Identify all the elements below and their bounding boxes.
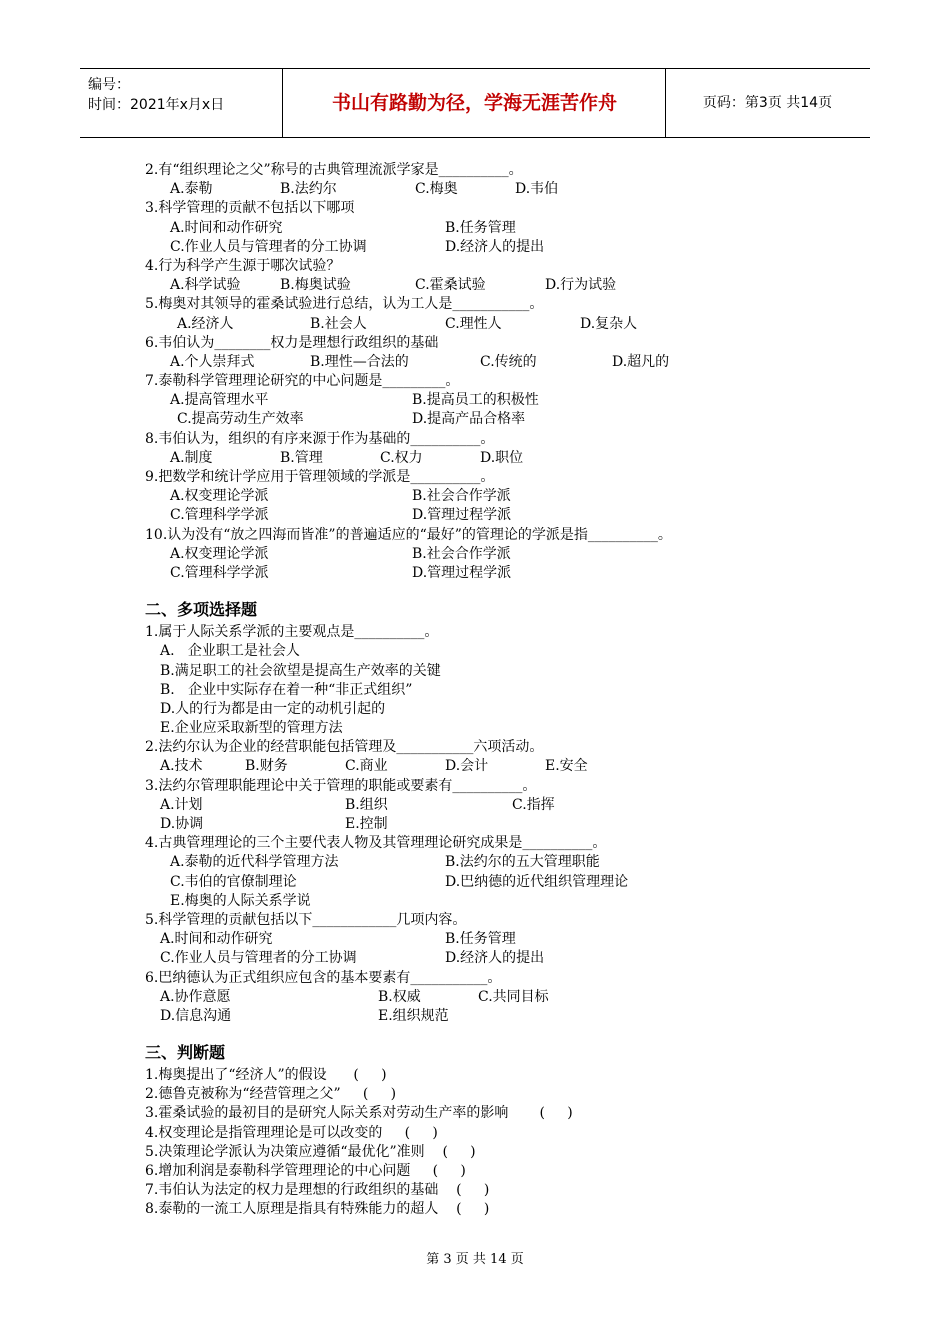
question-text: 2.有“组织理论之父”称号的古典管理流派学家是__________。 — [145, 162, 523, 178]
option-text: A.经济人 — [177, 315, 234, 332]
option-row — [145, 353, 845, 372]
option-text: E.安全 — [545, 758, 588, 775]
option-text: B.理性—合法的 — [310, 353, 409, 370]
question-text: 2.法约尔认为企业的经营职能包括管理及___________六项活动。 — [145, 739, 544, 756]
option-text: D.协调 — [160, 816, 204, 832]
judge-item: 2.德鲁克被称为“经营管理之父” ( ) — [145, 1086, 397, 1103]
option-text: D.经济人的提出 — [445, 238, 545, 255]
option-text: B.管理 — [280, 449, 323, 466]
option-text: B.任务管理 — [445, 931, 516, 948]
option-text: B.提高员工的积极性 — [412, 392, 539, 409]
option-text: E.组织规范 — [378, 1007, 449, 1024]
option-text: E.梅奥的人际关系学说 — [170, 892, 311, 909]
option-row — [145, 892, 845, 911]
option-text: A.制度 — [170, 449, 213, 466]
option-row — [145, 487, 845, 506]
option-text: A.权变理论学派 — [170, 545, 269, 562]
option-text: A.技术 — [160, 758, 203, 775]
option-text: B.任务管理 — [445, 219, 516, 236]
option-text: C.霍桑试验 — [415, 277, 486, 294]
option-text: B.社会合作学派 — [412, 545, 511, 562]
option-text: A.科学试验 — [170, 277, 241, 294]
option-text: D.管理过程学派 — [412, 564, 512, 581]
option-row — [145, 815, 845, 834]
option-text: D.复杂人 — [580, 315, 638, 332]
option-text: B.社会人 — [310, 315, 367, 332]
option-text: D.信息沟通 — [160, 1007, 232, 1024]
option-text: D.经济人的提出 — [445, 950, 545, 967]
option-row — [145, 545, 845, 564]
option-text: C.理性人 — [445, 315, 502, 332]
question-text: 1.属于人际关系学派的主要观点是__________。 — [145, 624, 439, 641]
judge-item: 7.韦伯认为法定的权力是理想的行政组织的基础 ( ) — [145, 1182, 490, 1199]
option-text: B.法约尔 — [280, 181, 337, 198]
option-text: D.韦伯 — [515, 181, 559, 198]
option-row — [145, 391, 845, 410]
question-text: 10.认为没有“放之四海而皆准”的普遍适应的“最好”的管理论的学派是指__________。 — [145, 526, 672, 543]
option-row — [145, 1007, 845, 1026]
option-row — [145, 564, 845, 583]
section-heading: 二、多项选择题 — [145, 600, 258, 620]
option-text: C.权力 — [380, 449, 423, 466]
option-row — [145, 642, 845, 661]
option-text: C.作业人员与管理者的分工协调 — [160, 950, 357, 967]
option-text: C.管理科学学派 — [170, 564, 269, 581]
question-text: 9.把数学和统计学应用于管理领域的学派是__________。 — [145, 469, 495, 485]
judge-item: 6.增加利润是泰勒科学管理理论的中心问题 ( ) — [145, 1163, 466, 1179]
option-text: D.提高产品合格率 — [412, 411, 526, 428]
option-row — [145, 506, 845, 525]
option-text: A.提高管理水平 — [170, 392, 269, 409]
option-text: D.会计 — [445, 758, 489, 775]
option-text: C.韦伯的官僚制理论 — [170, 873, 297, 890]
option-text: A. 企业职工是社会人 — [160, 643, 300, 660]
option-text: C.作业人员与管理者的分工协调 — [170, 238, 367, 255]
page-header — [80, 68, 870, 138]
option-row — [145, 930, 845, 949]
option-row — [145, 276, 845, 295]
serial-label: 编号： — [88, 77, 130, 93]
option-text: D.人的行为都是由一定的动机引起的 — [160, 700, 386, 717]
option-text: C.梅奥 — [415, 181, 458, 198]
option-row — [145, 949, 845, 968]
header-meta — [88, 75, 224, 115]
option-text: B.法约尔的五大管理职能 — [445, 854, 600, 871]
option-text: D.巴纳德的近代组织管理理论 — [445, 873, 629, 890]
question-text: 8.韦伯认为，组织的有序来源于作为基础的__________。 — [145, 430, 495, 447]
option-text: D.管理过程学派 — [412, 507, 512, 524]
option-text: A.泰勒 — [170, 181, 213, 198]
option-text: B.组织 — [345, 796, 388, 813]
question-text: 5.梅奥对其领导的霍桑试验进行总结，认为工人是___________。 — [145, 296, 544, 313]
option-row — [145, 757, 845, 776]
option-text: A.计划 — [160, 796, 203, 813]
judge-item: 4.权变理论是指管理理论是可以改变的 ( ) — [145, 1124, 438, 1141]
header-page-number: 页码：第3页 共14页 — [702, 95, 833, 111]
question-text: 3.法约尔管理职能理论中关于管理的职能或要素有__________。 — [145, 777, 537, 794]
option-text: B. 企业中实际存在着一种“非正式组织” — [160, 681, 413, 698]
option-text: C.指挥 — [512, 796, 555, 813]
option-row — [145, 719, 845, 738]
question-text: 3.科学管理的贡献不包括以下哪项 — [145, 200, 355, 217]
option-text: B.权威 — [378, 988, 421, 1005]
question-text: 4.古典管理理论的三个主要代表人物及其管理理论研究成果是__________。 — [145, 835, 607, 852]
judge-item: 1.梅奥提出了“经济人”的假设 ( ) — [145, 1067, 387, 1084]
header-motto: 书山有路勤为径，学海无涯苦作舟 — [331, 92, 617, 114]
option-text: A.协作意愿 — [160, 988, 231, 1005]
option-row — [145, 449, 845, 468]
option-text: D.超凡的 — [612, 353, 670, 370]
section-heading: 三、判断题 — [145, 1043, 226, 1063]
option-text: A.时间和动作研究 — [170, 219, 283, 236]
option-text: C.传统的 — [480, 353, 537, 370]
page-footer: 第 3 页 共 14 页 — [426, 1252, 524, 1267]
question-text: 4.行为科学产生源于哪次试验？ — [145, 257, 341, 274]
question-text: 5.科学管理的贡献包括以下____________几项内容。 — [145, 911, 467, 928]
option-row — [145, 315, 845, 334]
option-row — [145, 700, 845, 719]
option-text: C.管理科学学派 — [170, 507, 269, 524]
option-text: B.满足职工的社会欲望是提高生产效率的关键 — [160, 662, 441, 679]
option-row — [145, 219, 845, 238]
option-text: C.共同目标 — [478, 988, 549, 1005]
option-text: D.行为试验 — [545, 277, 617, 294]
option-text: B.财务 — [245, 758, 288, 775]
option-text: A.权变理论学派 — [170, 488, 269, 505]
option-row — [145, 410, 845, 429]
question-text: 6.韦伯认为________权力是理想行政组织的基础 — [145, 334, 439, 351]
option-row — [145, 853, 845, 872]
option-row — [145, 238, 845, 257]
option-row — [145, 681, 845, 700]
option-text: D.职位 — [480, 449, 524, 466]
option-row — [145, 988, 845, 1007]
option-text: B.梅奥试验 — [280, 277, 351, 294]
option-text: A.时间和动作研究 — [160, 931, 273, 948]
option-text: C.商业 — [345, 758, 388, 775]
option-text: C.提高劳动生产效率 — [177, 411, 304, 428]
option-row — [145, 796, 845, 815]
judge-item: 8.泰勒的一流工人原理是指具有特殊能力的超人 ( ) — [145, 1201, 490, 1218]
option-text: E.企业应采取新型的管理方法 — [160, 720, 343, 737]
question-text: 7.泰勒科学管理理论研究的中心问题是_________。 — [145, 373, 460, 390]
option-row — [145, 873, 845, 892]
option-text: E.控制 — [345, 816, 388, 832]
option-row — [145, 180, 845, 199]
option-row — [145, 662, 845, 681]
question-text: 6.巴纳德认为正式组织应包含的基本要素有___________。 — [145, 969, 502, 986]
date-label: 时间：2021年x月x日 — [88, 97, 225, 113]
option-text: A.个人崇拜式 — [170, 353, 255, 370]
option-text: A.泰勒的近代科学管理方法 — [170, 854, 339, 871]
judge-item: 3.霍桑试验的最初目的是研究人际关系对劳动生产率的影响 ( ) — [145, 1105, 573, 1122]
option-text: B.社会合作学派 — [412, 488, 511, 505]
document-body — [145, 161, 845, 1220]
judge-item: 5.决策理论学派认为决策应遵循“最优化”准则 ( ) — [145, 1143, 476, 1160]
